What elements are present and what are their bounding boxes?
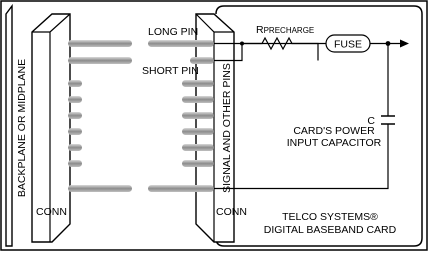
- card-pin: [182, 128, 214, 135]
- backplane-panel: [6, 6, 12, 246]
- backplane-label: BACKPLANE OR MIDPLANE: [16, 58, 28, 198]
- short-pin: [190, 57, 214, 64]
- long-pin: [148, 40, 214, 47]
- backplane-pin: [68, 40, 132, 47]
- card-title-line1: TELCO SYSTEMS®: [282, 211, 378, 223]
- conn-right-label: CONN: [216, 206, 247, 218]
- capacitor-caption-line1: CARD'S POWER: [293, 125, 375, 137]
- backplane-pin: [68, 160, 82, 167]
- resistor-label: RPRECHARGE: [256, 24, 315, 36]
- backplane-pin: [68, 112, 82, 119]
- backplane-pin: [68, 128, 82, 135]
- junction-dot: [386, 41, 391, 46]
- card-pin: [148, 185, 214, 192]
- card-pin: [182, 112, 214, 119]
- capacitor-symbol: [381, 116, 395, 124]
- backplane-pin: [68, 80, 82, 87]
- fuse-label: FUSE: [333, 38, 363, 51]
- card-pin: [182, 160, 214, 167]
- capacitor-label: C: [367, 115, 375, 127]
- card-pin: [182, 96, 214, 103]
- card-pin: [182, 144, 214, 151]
- backplane-pins: [68, 40, 132, 192]
- short-pin-label: SHORT PIN: [142, 65, 199, 77]
- junction-dot: [240, 42, 244, 46]
- signal-pins-label: SIGNAL AND OTHER PINS: [221, 63, 233, 193]
- backplane-pin: [68, 57, 132, 64]
- backplane-pin: [68, 96, 82, 103]
- capacitor-caption-line2: INPUT CAPACITOR: [286, 137, 382, 149]
- long-pin-label: LONG PIN: [148, 26, 199, 38]
- card-pin: [182, 80, 214, 87]
- output-arrow-icon: [400, 40, 409, 48]
- conn-left-label: CONN: [36, 206, 67, 218]
- backplane-pin: [68, 144, 82, 151]
- card-title-line2: DIGITAL BASEBAND CARD: [263, 224, 397, 236]
- backplane-pin: [68, 185, 132, 192]
